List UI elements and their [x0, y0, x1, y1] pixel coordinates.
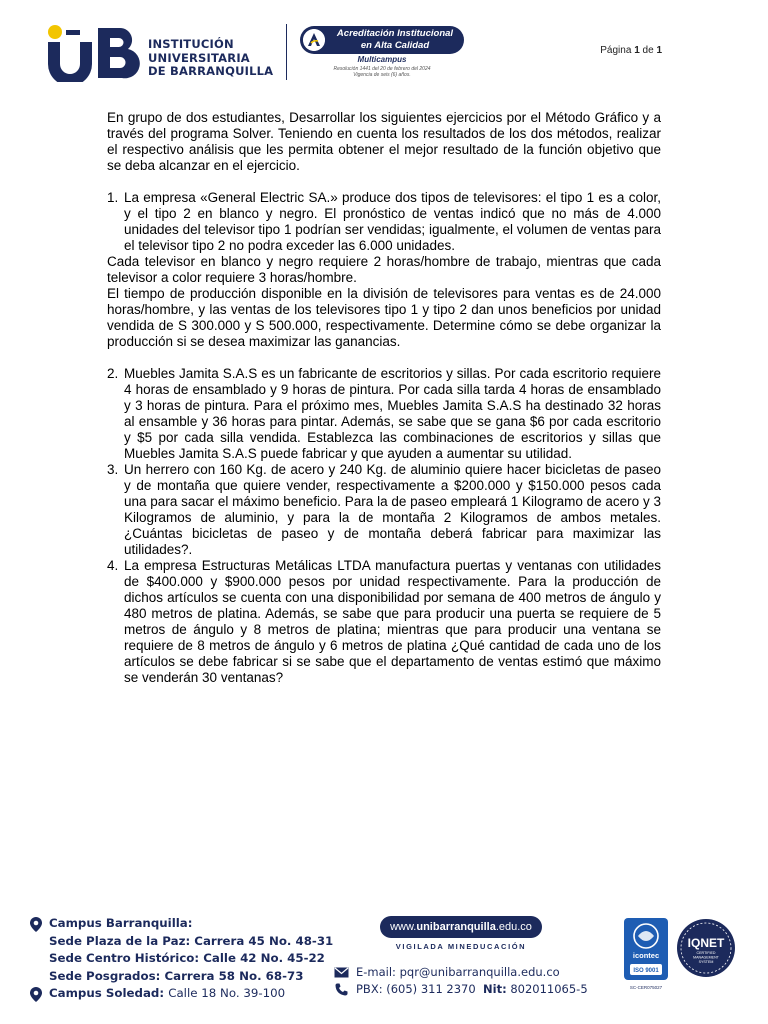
iqnet-certification-logo [676, 918, 736, 978]
campus-soledad-row [30, 985, 333, 1003]
website-suffix: .edu.co [495, 921, 532, 933]
resolution-line-1: Resolución 1441 del 20 de febrero del 2024 [333, 66, 431, 72]
page-of: de [642, 45, 654, 56]
exercise-3 [107, 462, 661, 558]
resolution-text [300, 66, 464, 78]
nit-label: Nit: [483, 982, 507, 996]
institution-name [148, 38, 273, 79]
exercise-2-text: Muebles Jamita S.A.S es un fabricante de escritorios y sillas. Por cada escritorio requiere 4 horas de ensamblado y 9 horas de pintura. Por cada silla tarda 4 horas de ensamblado y 3 horas de pintura. Para el próximo mes, Muebles Jamita S.A.S ha destinado 32 horas al ensamble y 36 horas para pintar. Además, se sabe que se gana $6 por cada escritorio y $5 por cada silla vendida. Establezca las combinaciones de escritorios y sillas que Muebles Jamita S.A.S puede fabricar y que ayuden a aumentar su utilidad. [124, 366, 661, 461]
pbx-label: PBX: [356, 982, 383, 996]
icontec-name: icontec [632, 951, 660, 960]
iqnet-sub-2: MANAGEMENT [693, 955, 719, 960]
sede-posgrados-label: Sede Posgrados: [49, 968, 161, 983]
sede-posgrados-row [30, 968, 333, 986]
logo-letters: UB [94, 80, 96, 81]
phone-icon [334, 983, 349, 996]
exercise-2 [107, 366, 661, 462]
icontec-certification-logo [624, 918, 668, 980]
campus-addresses [30, 915, 333, 1003]
exercise-1 [107, 190, 661, 254]
institution-line-1: INSTITUCIÓN [148, 37, 234, 51]
university-logo [46, 24, 142, 82]
exercise-4-text: La empresa Estructuras Metálicas LTDA manufactura puertas y ventanas con utilidades de $400.000 y $900.000 pesos por unidad respectivamente. Para la producción de dichos artículos se cuenta con una disponibilidad por semana de 400 metros de ángulo y 480 metros de platina. Además, se sabe que para producir una puerta se requiere de 5 metros de ángulo y 8 metros de platina; mientras que para producir una ventana se requiere de 8 metros de ángulo y 6 metros de platina ¿Qué cantidad de cada uno de los artículos se debe fabricar si se sabe que el departamento de ventas estimó que máximo se venderán 30 ventanas? [124, 558, 661, 685]
exercise-1-text: La empresa «General Electric SA.» produce dos tipos de televisores: el tipo 1 es a color, y el tipo 2 en blanco y negro. El pronóstico de ventas indicó que no más de 4.000 unidades del televisor tipo 1 podrían ser vendidas; igualmente, el volumen de ventas para el televisor tipo 2 no podra exceder las 6.000 unidades. [124, 190, 661, 253]
accreditation-icon [303, 29, 325, 51]
intro-paragraph: En grupo de dos estudiantes, Desarrollar los siguientes ejercicios por el Método Gráfico y a través del programa Solver. Teniendo en cuenta los resultados de los dos métodos, realizar el respectivo análisis que les permita obtener el mejor resultado de la función objetivo que se deba alcanzar en el ejercicio. [107, 110, 661, 173]
phone-row [334, 981, 588, 998]
exercise-number: 4. [107, 558, 119, 573]
icontec-code: SC-CER075027 [629, 985, 663, 990]
email-icon [334, 966, 349, 979]
campus-soledad-address: Calle 18 No. 39-100 [168, 986, 286, 1000]
accreditation-line-2: en Alta Calidad [360, 39, 430, 51]
campus-barranquilla-row [30, 915, 333, 933]
iso-label: ISO 9001 [633, 968, 659, 974]
vigilada-label: VIGILADA MINEDUCACIÓN [395, 942, 527, 951]
document-body [107, 110, 661, 686]
iqnet-sub-1: CERTIFIED [696, 951, 716, 955]
exercise-1-paragraph-2: Cada televisor en blanco y negro requiere 2 horas/hombre de trabajo, mientras que cada televisor a color requiere 3 horas/hombre. [107, 254, 661, 285]
location-pin-icon [30, 987, 42, 1002]
email-row [334, 964, 588, 981]
spacer [107, 350, 661, 366]
sede-plaza-row [30, 933, 333, 951]
exercise-number: 3. [107, 462, 119, 477]
sede-plaza-address: Carrera 45 No. 48-31 [194, 933, 334, 948]
header-divider [286, 24, 287, 80]
email-label: E-mail: [356, 965, 396, 979]
email-address[interactable]: pqr@unibarranquilla.edu.co [399, 965, 560, 979]
iqnet-name: IQNET [687, 936, 725, 950]
website-domain: unibarranquilla [416, 921, 496, 933]
exercise-3-text: Un herrero con 160 Kg. de acero y 240 Kg. de aluminio quiere hacer bicicletas de paseo y de montaña que quiere vender, respectivamente a $200.000 y $150.000 pesos cada una para sacar el máximo beneficio. Para la de paseo empleará 1 Kilogramo de acero y 3 Kilogramos de aluminio, y para la de montaña 2 Kilogramos de ambos metales. ¿Cuántas bicicletas de paseo y de montaña deberá fabricar para maximizar las utilidades?. [124, 462, 661, 557]
website-link[interactable] [380, 916, 542, 938]
resolution-line-2: Vigencia de seis (6) años. [353, 72, 411, 78]
exercise-4 [107, 558, 661, 686]
nit-number: 802011065-5 [510, 982, 588, 996]
sede-centro-label: Sede Centro Histórico: [49, 951, 200, 965]
page-total: 1 [656, 45, 662, 56]
sede-centro-row [30, 950, 333, 968]
accreditation-badge [300, 26, 464, 54]
campus-soledad-label: Campus Soledad: [49, 986, 165, 1000]
contact-info [334, 964, 588, 998]
accreditation-line-1: Acreditación Institucional [336, 28, 454, 39]
page-number [560, 45, 662, 56]
exercise-number: 1. [107, 190, 119, 205]
exercise-1-paragraph-3: El tiempo de producción disponible en la división de televisores para ventas es de 24.000 horas/hombre, y las ventas de los televisores tipo 1 y tipo 2 dan unos beneficios por unidad vendida de S 300.000 y S 500.000, respectivamente. Determine cómo se debe organizar la producción si se desea maximizar las ganancias. [107, 286, 661, 349]
sede-posgrados-address: Carrera 58 No. 68-73 [164, 968, 304, 983]
sede-plaza-label: Sede Plaza de la Paz: [49, 933, 191, 948]
page-label: Página [600, 45, 632, 56]
location-pin-icon [30, 917, 42, 932]
page-current: 1 [634, 45, 640, 56]
pbx-number: (605) 311 2370 [386, 982, 476, 996]
website-prefix: www. [390, 921, 417, 933]
iqnet-sub-3: SYSTEM [698, 960, 714, 964]
sede-centro-address: Calle 42 No. 45-22 [203, 951, 325, 965]
institution-line-3: DE BARRANQUILLA [148, 64, 274, 78]
multicampus-label: Multicampus [357, 55, 407, 64]
institution-line-2: UNIVERSITARIA [148, 50, 250, 65]
campus-barranquilla-label: Campus Barranquilla: [49, 916, 193, 930]
exercise-number: 2. [107, 366, 119, 381]
